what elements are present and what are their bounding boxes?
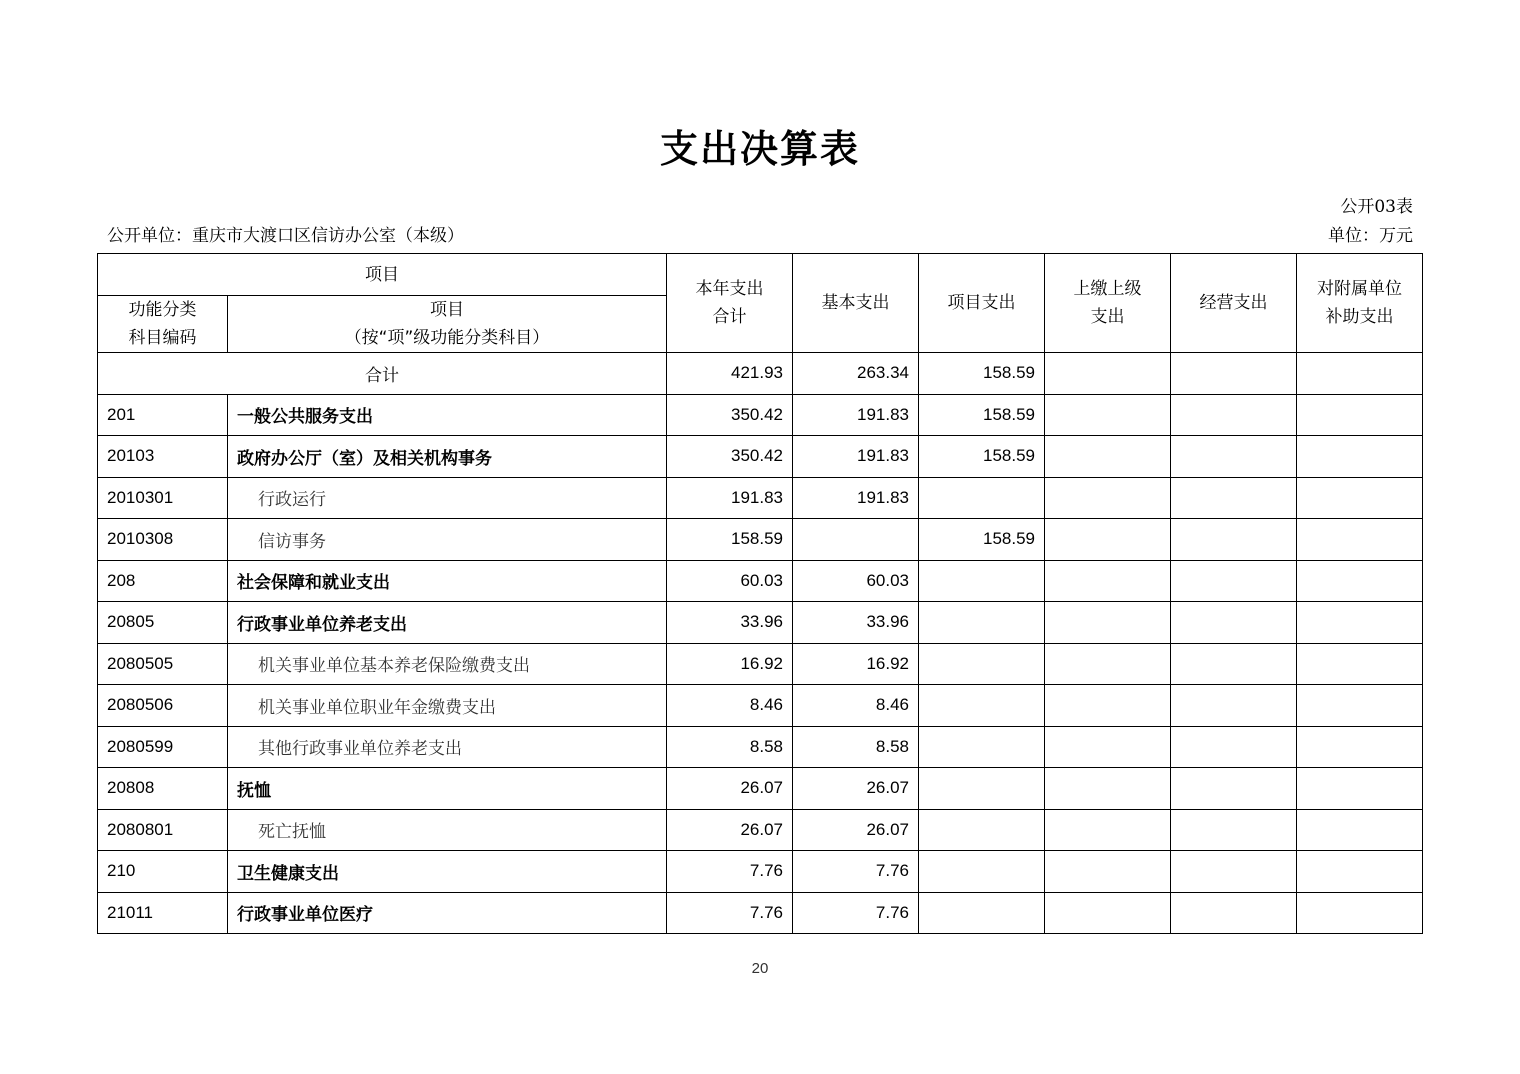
- row-name: 行政运行: [228, 477, 667, 519]
- row-subsidy: [1297, 394, 1423, 436]
- total-subsidy: [1297, 353, 1423, 395]
- row-upper: [1045, 851, 1171, 893]
- row-subsidy: [1297, 519, 1423, 561]
- table-row: [98, 809, 1423, 851]
- header-item-group: 项目: [98, 254, 667, 296]
- row-upper: [1045, 892, 1171, 934]
- header-code-line1: 功能分类: [128, 300, 197, 320]
- total-basic: 263.34: [793, 353, 919, 395]
- row-operating: [1171, 560, 1297, 602]
- row-total: 7.76: [667, 892, 793, 934]
- table-row: [98, 477, 1423, 519]
- row-subsidy: [1297, 851, 1423, 893]
- header-total-line2: 合计: [712, 307, 747, 327]
- row-operating: [1171, 726, 1297, 768]
- table-row: [98, 726, 1423, 768]
- table-row: [98, 602, 1423, 644]
- row-basic: 7.76: [793, 892, 919, 934]
- row-operating: [1171, 602, 1297, 644]
- row-basic: 26.07: [793, 768, 919, 810]
- header-subsidy-line2: 补助支出: [1325, 307, 1394, 327]
- row-basic: 16.92: [793, 643, 919, 685]
- row-basic: 191.83: [793, 436, 919, 478]
- header-code: [98, 296, 228, 353]
- row-code: 2080505: [98, 643, 228, 685]
- row-upper: [1045, 394, 1171, 436]
- table-row: [98, 560, 1423, 602]
- row-name: 机关事业单位职业年金缴费支出: [228, 685, 667, 727]
- row-subsidy: [1297, 560, 1423, 602]
- row-name: 抚恤: [228, 768, 667, 810]
- row-subsidy: [1297, 602, 1423, 644]
- row-project: [919, 477, 1045, 519]
- row-project: [919, 560, 1045, 602]
- row-code: 2080599: [98, 726, 228, 768]
- row-total: 16.92: [667, 643, 793, 685]
- row-code: 210: [98, 851, 228, 893]
- row-project: [919, 768, 1045, 810]
- row-project: [919, 643, 1045, 685]
- header-name: [228, 296, 667, 353]
- total-upper: [1045, 353, 1171, 395]
- row-operating: [1171, 643, 1297, 685]
- row-total: 8.58: [667, 726, 793, 768]
- unit-of-measure: 单位：万元: [1328, 226, 1413, 246]
- row-project: [919, 685, 1045, 727]
- row-operating: [1171, 436, 1297, 478]
- header-subsidy-line1: 对附属单位: [1317, 279, 1402, 299]
- row-subsidy: [1297, 477, 1423, 519]
- header-subsidy: [1297, 254, 1423, 353]
- header-row-1: [98, 254, 1423, 296]
- row-basic: [793, 519, 919, 561]
- table-row: [98, 394, 1423, 436]
- header-basic: 基本支出: [793, 254, 919, 353]
- total-label: 合计: [98, 353, 667, 395]
- row-total: 350.42: [667, 394, 793, 436]
- table-row: [98, 436, 1423, 478]
- row-name: 信访事务: [228, 519, 667, 561]
- total-project: 158.59: [919, 353, 1045, 395]
- document-title: 支出决算表: [659, 127, 860, 171]
- row-operating: [1171, 477, 1297, 519]
- row-basic: 33.96: [793, 602, 919, 644]
- header-operating: 经营支出: [1171, 254, 1297, 353]
- row-code: 2010308: [98, 519, 228, 561]
- row-subsidy: [1297, 892, 1423, 934]
- row-code: 20808: [98, 768, 228, 810]
- table-row: [98, 768, 1423, 810]
- row-basic: 191.83: [793, 477, 919, 519]
- row-operating: [1171, 685, 1297, 727]
- row-upper: [1045, 643, 1171, 685]
- row-code: 208: [98, 560, 228, 602]
- header-name-line2: （按“项”级功能分类科目）: [344, 328, 550, 348]
- row-subsidy: [1297, 809, 1423, 851]
- total-amount: 421.93: [667, 353, 793, 395]
- row-code: 2080801: [98, 809, 228, 851]
- header-upper: [1045, 254, 1171, 353]
- header-name-line1: 项目: [430, 300, 464, 320]
- row-subsidy: [1297, 436, 1423, 478]
- row-name: 行政事业单位养老支出: [228, 602, 667, 644]
- row-operating: [1171, 892, 1297, 934]
- header-total: [667, 254, 793, 353]
- row-total: 26.07: [667, 768, 793, 810]
- row-operating: [1171, 394, 1297, 436]
- row-total: 7.76: [667, 851, 793, 893]
- total-operating: [1171, 353, 1297, 395]
- reporting-unit: 公开单位：重庆市大渡口区信访办公室（本级）: [107, 226, 464, 246]
- row-upper: [1045, 477, 1171, 519]
- row-upper: [1045, 685, 1171, 727]
- row-operating: [1171, 768, 1297, 810]
- row-upper: [1045, 726, 1171, 768]
- row-subsidy: [1297, 726, 1423, 768]
- row-project: [919, 851, 1045, 893]
- row-subsidy: [1297, 768, 1423, 810]
- total-row: [98, 353, 1423, 395]
- row-operating: [1171, 851, 1297, 893]
- row-code: 20103: [98, 436, 228, 478]
- table-row: [98, 643, 1423, 685]
- row-project: 158.59: [919, 394, 1045, 436]
- row-total: 158.59: [667, 519, 793, 561]
- row-project: 158.59: [919, 436, 1045, 478]
- table-row: [98, 519, 1423, 561]
- header-upper-line1: 上缴上级: [1073, 279, 1142, 299]
- row-subsidy: [1297, 643, 1423, 685]
- row-operating: [1171, 519, 1297, 561]
- row-total: 350.42: [667, 436, 793, 478]
- header-code-line2: 科目编码: [128, 328, 197, 348]
- header-total-line1: 本年支出: [695, 279, 764, 299]
- row-code: 20805: [98, 602, 228, 644]
- row-subsidy: [1297, 685, 1423, 727]
- expenditure-table: [97, 253, 1423, 934]
- row-name: 政府办公厅（室）及相关机构事务: [228, 436, 667, 478]
- row-code: 201: [98, 394, 228, 436]
- row-basic: 7.76: [793, 851, 919, 893]
- row-project: [919, 892, 1045, 934]
- table-row: [98, 892, 1423, 934]
- header-upper-line2: 支出: [1090, 307, 1125, 327]
- row-total: 60.03: [667, 560, 793, 602]
- row-name: 行政事业单位医疗: [228, 892, 667, 934]
- row-name: 一般公共服务支出: [228, 394, 667, 436]
- form-code: 公开03表: [1340, 197, 1413, 217]
- row-basic: 60.03: [793, 560, 919, 602]
- row-name: 其他行政事业单位养老支出: [228, 726, 667, 768]
- row-name: 卫生健康支出: [228, 851, 667, 893]
- row-name: 社会保障和就业支出: [228, 560, 667, 602]
- row-code: 2080506: [98, 685, 228, 727]
- row-upper: [1045, 768, 1171, 810]
- row-basic: 26.07: [793, 809, 919, 851]
- row-project: [919, 602, 1045, 644]
- row-name: 死亡抚恤: [228, 809, 667, 851]
- row-project: [919, 726, 1045, 768]
- row-code: 21011: [98, 892, 228, 934]
- row-operating: [1171, 809, 1297, 851]
- row-basic: 191.83: [793, 394, 919, 436]
- row-upper: [1045, 809, 1171, 851]
- row-project: [919, 809, 1045, 851]
- row-name: 机关事业单位基本养老保险缴费支出: [228, 643, 667, 685]
- row-total: 191.83: [667, 477, 793, 519]
- row-upper: [1045, 602, 1171, 644]
- row-upper: [1045, 560, 1171, 602]
- row-upper: [1045, 519, 1171, 561]
- row-upper: [1045, 436, 1171, 478]
- row-basic: 8.58: [793, 726, 919, 768]
- row-basic: 8.46: [793, 685, 919, 727]
- table-row: [98, 851, 1423, 893]
- table-row: [98, 685, 1423, 727]
- row-project: 158.59: [919, 519, 1045, 561]
- row-code: 2010301: [98, 477, 228, 519]
- row-total: 33.96: [667, 602, 793, 644]
- row-total: 8.46: [667, 685, 793, 727]
- row-total: 26.07: [667, 809, 793, 851]
- header-project: 项目支出: [919, 254, 1045, 353]
- page-number: 20: [751, 960, 769, 977]
